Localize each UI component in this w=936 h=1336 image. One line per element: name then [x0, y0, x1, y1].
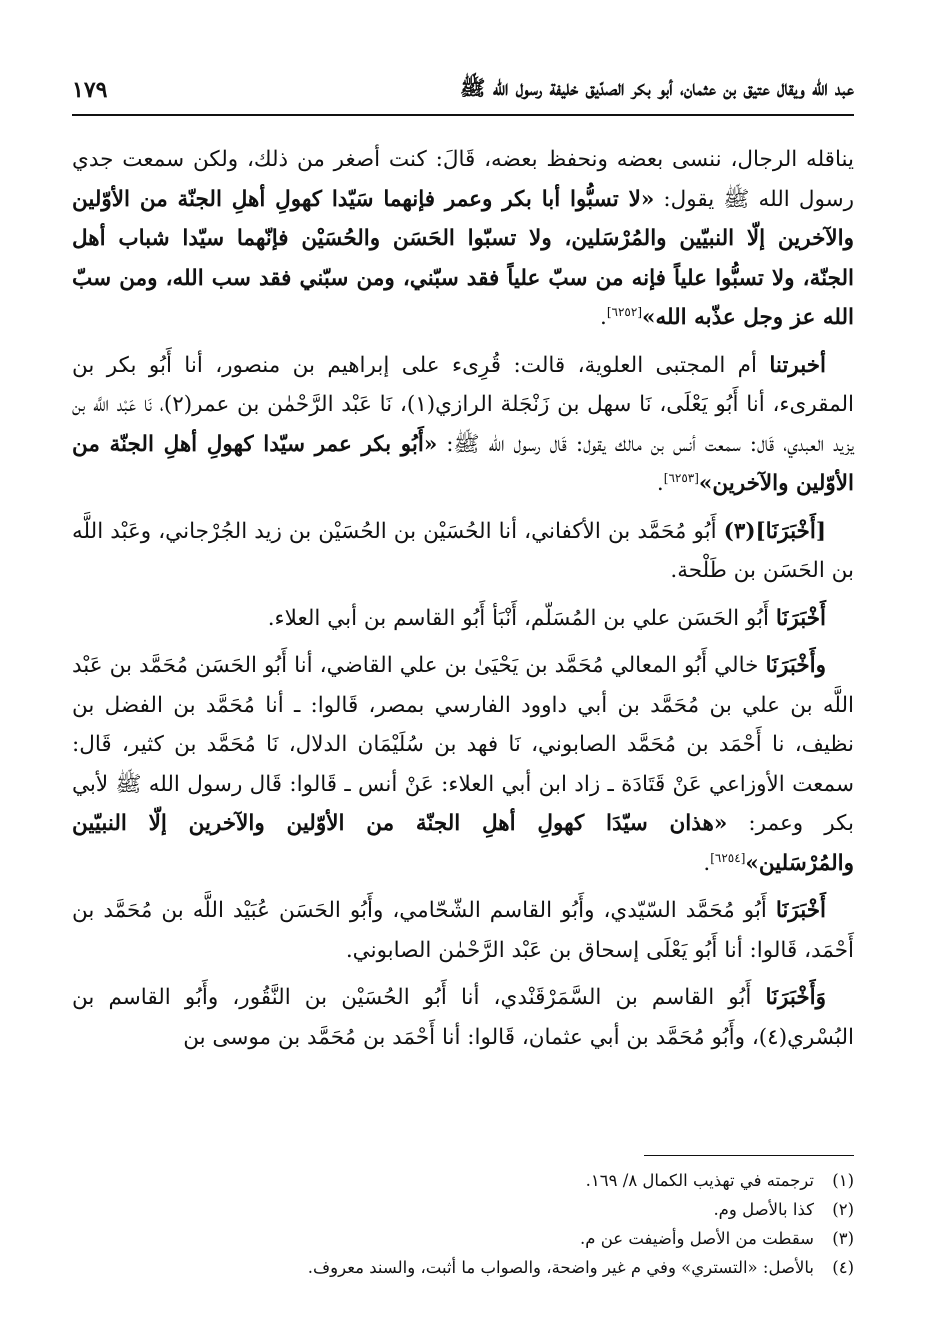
paragraph	[72, 978, 854, 1057]
hadith-number: [٦٢٥٤]	[710, 850, 746, 865]
footnote-number: (١)	[832, 1171, 854, 1190]
narration-lead: [أَخْبَرَنَا](٣)	[723, 518, 826, 544]
paragraph	[72, 646, 854, 883]
narration-lead: أخبرتنا	[769, 352, 826, 378]
paragraph-end: .	[600, 305, 607, 330]
paragraph-text: أَبُو مُحَمَّد بن الأكفاني، أنا الحُسَيْن بن الحُسَيْن بن زيد الجُرْجاني، وعَبْد اللَّه بن الحَسَن بن طَلْحة.	[72, 518, 854, 583]
hadith-number: [٦٢٥٣]	[663, 470, 699, 485]
footnote-text: بالأصل: «التستري» وفي م غير واضحة، والصواب ما أثبت، والسند معروف.	[307, 1258, 814, 1277]
footnote-item	[72, 1195, 854, 1224]
hadith-text: «أَبُو بكر عمر سيّدا كهولِ أهلِ الجنّة من الأوّلين والآخرين»	[72, 431, 854, 496]
footnote-item	[72, 1166, 854, 1195]
narration-lead: وأَخْبَرَنَا	[765, 653, 826, 678]
narration-lead: أَخْبَرَنَا	[775, 605, 826, 631]
hadith-text: «هذان سيّدَا كهولِ أهلِ الجنّة من الأوّلين والآخرين إلّا النبيّين والمُرْسَلين»	[72, 811, 854, 876]
paragraph-end: .	[703, 850, 711, 876]
paragraph	[72, 140, 854, 338]
paragraph-text: خالي أَبُو المعالي مُحَمَّد بن يَحْيَىٰ بن علي القاضي، أنا أَبُو الحَسَن مُحَمَّد بن عَبْد اللَّه بن علي بن مُحَمَّد بن أبي داوود الفارسي بمصر، قَالوا: ـ أنا مُحَمَّد بن الفضل بن نظيف، نا أَحْمَد بن مُحَمَّد الصابوني، نَا فهد بن سُلَيْمَان الدلال، نَا مُحَمَّد بن كثير، قَال: سمعت الأوزاعي عَنْ قَتَادَة ـ زاد ابن أبي العلاء: عَنْ أنس ـ قَالوا: قَال رسول الله ﷺ لأبي بكر وعمر:	[72, 653, 854, 836]
narration-lead: وَأَخْبَرَنَا	[765, 985, 826, 1010]
paragraph-text: أم المجتبى العلوية، قالت: قُرِىء على إبراهيم بن منصور، أنا أَبُو بكر بن المقرىء، أنا أَبُو يَعْلَى، نَا سهل بن زَنْجَلة الرازي(١)، نَا عَبْد الرَّحْمٰن بن عمر(٢)، نَا عَبْد اللَّه بن يزيد العبدي، قَال: سمعت أنس بن مالك يقول: قَال رسول الله ﷺ:	[72, 352, 855, 457]
running-title: عبد الله ويقال عتيق بن عثمان، أبو بكر الصدّيق خليفة رسول الله ﷺ	[460, 74, 854, 100]
paragraph	[72, 346, 854, 504]
footnote-item	[72, 1253, 854, 1282]
footnote-text: ترجمته في تهذيب الكمال ٨/ ١٦٩.	[585, 1171, 814, 1190]
footnote-divider	[644, 1155, 854, 1156]
main-text	[72, 140, 854, 1065]
footnote-number: (٣)	[832, 1229, 854, 1248]
footnote-number: (٢)	[832, 1200, 854, 1219]
footnote-text: كذا بالأصل وم.	[713, 1200, 814, 1219]
paragraph	[72, 512, 854, 591]
paragraph	[72, 891, 854, 970]
footnote-number: (٤)	[832, 1258, 854, 1277]
narration-lead: أَخْبَرَنَا	[775, 898, 826, 923]
hadith-number: [٦٢٥٢]	[606, 304, 642, 319]
paragraph-text: أَبُو مُحَمَّد السّيّدي، وأَبُو القاسم الشّحّامي، وأَبُو الحَسَن عُبَيْد اللَّه بن مُحَمَّد بن أَحْمَد، قَالوا: أنا أَبُو يَعْلَى إسحاق بن عَبْد الرَّحْمٰن الصابوني.	[72, 898, 854, 963]
hadith-text: «لا تسبُّوا أبا بكر وعمر فإنهما سَيّدا كهولِ أهلِ الجنّة من الأوّلين والآخرين إلّا النبيّين والمُرْسَلين، ولا تسبّوا الحَسَن والحُسَيْن فإنّهما سيّدا شباب أهل الجنّة، ولا تسبُّوا علياً فإنه من سبّ علياً فقد سبّني، ومن سبّني فقد سب الله، ومن سبّ الله عز وجل عذّبه الله»	[72, 186, 854, 330]
page-number: ١٧٩	[72, 77, 108, 103]
page-header	[72, 66, 854, 116]
footnote-text: سقطت من الأصل وأضيفت عن م.	[580, 1229, 814, 1248]
paragraph	[72, 599, 854, 639]
footnotes	[72, 1166, 854, 1282]
paragraph-text: يناقله الرجال، ننسى بعضه ونحفظ بعضه، قَالَ: كنت أصغر من ذلك، ولكن سمعت جدي رسول الله ﷺ يقول:	[72, 147, 854, 212]
paragraph-text: أَبُو القاسم بن السَّمَرْقَنْدي، أنا أَبُو الحُسَيْن بن النَّقُور، وأَبُو القاسم بن البُسْري(٤)، وأَبُو مُحَمَّد بن أبي عثمان، قَالوا: أنا أَحْمَد بن مُحَمَّد بن موسى بن	[72, 985, 854, 1050]
paragraph-end: .	[656, 471, 664, 496]
paragraph-text: أَبُو الحَسَن علي بن المُسَلّم، أَنْبَأ أَبُو القاسم بن أبي العلاء.	[267, 605, 776, 631]
footnote-item	[72, 1224, 854, 1253]
